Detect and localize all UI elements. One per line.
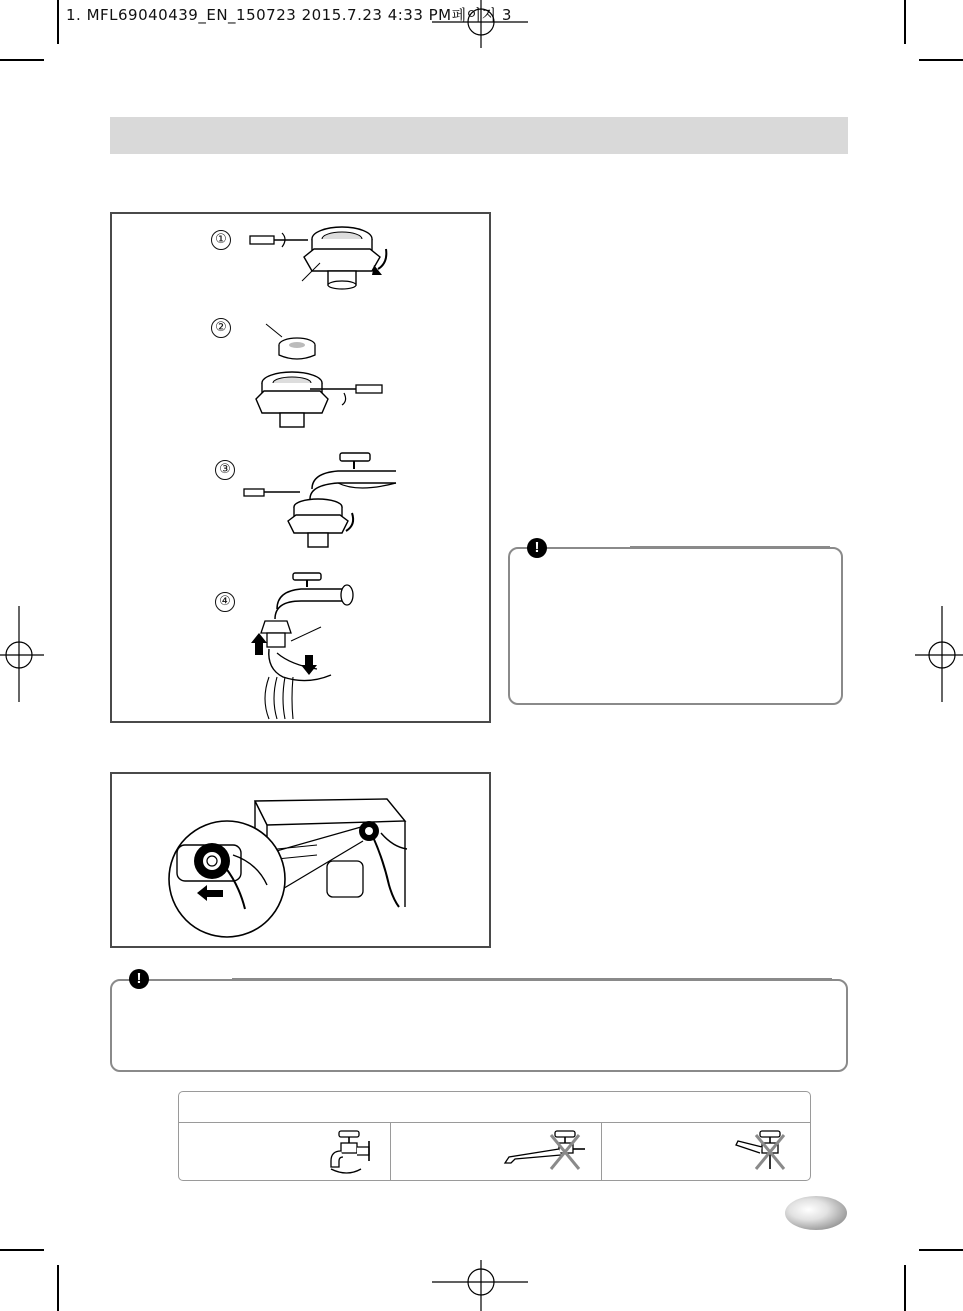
- crop-mark-icon: [904, 0, 906, 44]
- page-number-badge: [785, 1196, 847, 1230]
- faucet-icon: [501, 1129, 591, 1175]
- faucet-table-header: [179, 1092, 810, 1123]
- crop-mark-icon: [57, 0, 59, 44]
- adapter-on-faucet-drawing: [242, 449, 402, 564]
- faucet-table-cell-angled-spout: [602, 1123, 812, 1180]
- step-number-2: ②: [211, 318, 231, 338]
- step-number-3: ③: [215, 460, 235, 480]
- hose-connection-figure: [110, 772, 491, 948]
- faucet-icon: [327, 1129, 377, 1175]
- adapter-loosen-drawing: [242, 219, 392, 304]
- crop-mark-icon: [0, 1249, 44, 1251]
- arrow-icon: [251, 633, 267, 655]
- registration-target-icon: [0, 606, 50, 706]
- caution-note-box: [508, 547, 843, 705]
- print-slug: 1. MFL69040439_EN_150723 2015.7.23 4:33 PM페이지 3: [66, 6, 512, 24]
- registration-target-icon: [432, 1260, 532, 1311]
- warning-icon: !: [527, 538, 547, 558]
- step-number-4: ④: [215, 592, 235, 612]
- caution-note-rule: [630, 546, 830, 548]
- hose-connect-drawing: [247, 569, 367, 719]
- registration-target-icon: [432, 0, 532, 50]
- adapter-inner-drawing: [252, 319, 392, 434]
- washer-hose-drawing: [167, 789, 467, 949]
- wide-caution-note-box: [110, 979, 848, 1072]
- warning-icon: !: [129, 969, 149, 989]
- faucet-table-cell-long-spout: [391, 1123, 602, 1180]
- faucet-table-cell-suitable: [179, 1123, 391, 1180]
- crop-mark-icon: [904, 1265, 906, 1311]
- section-title-bar: [110, 117, 848, 154]
- crop-mark-icon: [919, 1249, 963, 1251]
- crop-mark-icon: [57, 1265, 59, 1311]
- adapter-steps-figure: [110, 212, 491, 723]
- screwdriver-icon: [250, 233, 308, 247]
- crop-mark-icon: [919, 59, 963, 61]
- faucet-icon: [732, 1129, 792, 1175]
- screwdriver-icon: [244, 489, 300, 496]
- wide-caution-note-rule: [232, 978, 832, 980]
- registration-target-icon: [915, 606, 963, 706]
- faucet-type-table: [178, 1091, 811, 1181]
- step-number-1: ①: [211, 230, 231, 250]
- crop-mark-icon: [0, 59, 44, 61]
- arrow-icon: [301, 655, 317, 675]
